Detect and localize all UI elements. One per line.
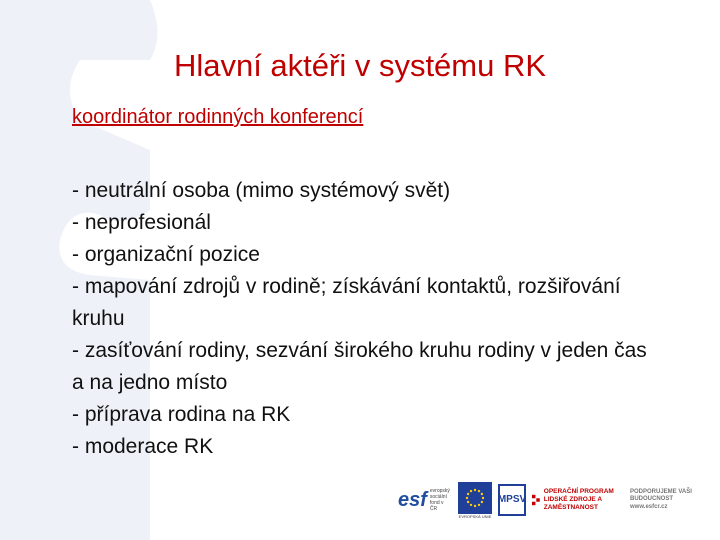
- bullet-item: - zasíťování rodiny, sezvání širokého kruhu rodiny v jeden čas a na jedno místo: [72, 339, 647, 394]
- esf-caption: evropský sociální fond v ČR: [429, 488, 450, 512]
- eu-caption: EVROPSKÁ UNIE: [458, 513, 492, 519]
- mpsv-logo: MPSV: [498, 484, 526, 516]
- slide-title: Hlavní aktéři v systému RK: [173, 48, 547, 83]
- bullet-item: - neutrální osoba (mimo systémový svět): [72, 179, 451, 202]
- bullet-item: - neprofesionál: [72, 211, 211, 234]
- bullet-item: - příprava rodina na RK: [72, 403, 291, 426]
- oppl-icon: [532, 488, 540, 512]
- bullet-item: - organizační pozice: [72, 243, 260, 266]
- bullet-item: - moderace RK: [72, 435, 214, 458]
- eu-logo: [458, 482, 492, 519]
- slide-subtitle: koordinátor rodinných konferencí: [72, 106, 364, 128]
- eu-flag-icon: [458, 482, 492, 514]
- oppl-logo: [532, 484, 624, 516]
- esf-mark: esf: [398, 488, 427, 511]
- bullet-list: [72, 175, 652, 463]
- oppl-text: OPERAČNÍ PROGRAM LIDSKÉ ZDROJE A ZAMĚSTNANOST: [543, 488, 614, 511]
- podporujeme-text: PODPORUJEME VAŠI BUDOUCNOST www.esfcr.cz: [630, 488, 692, 510]
- bullet-item: - mapování zdrojů v rodině; získávání kontaktů, rozšiřování kruhu: [72, 275, 621, 330]
- esf-logo: [398, 484, 452, 516]
- footer-logos: [398, 482, 700, 518]
